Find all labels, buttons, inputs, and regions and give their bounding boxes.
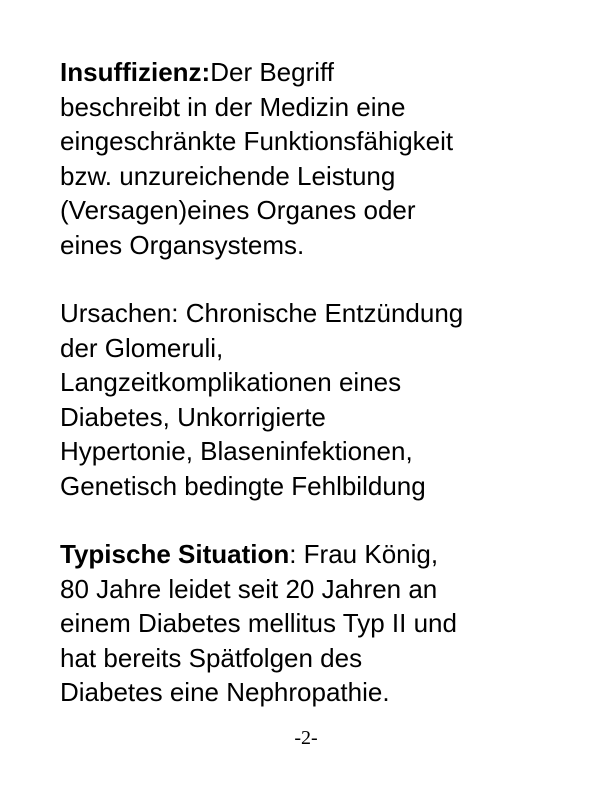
definition-paragraph [60,55,560,262]
causes-line-1: Ursachen: Chronische Entzündung [60,298,464,328]
situation-line-2: 80 Jahre leidet seit 20 Jahren an [60,573,438,604]
definition-line-6: eines Organsystems. [60,229,305,260]
definition-line-2: beschreibt in der Medizin eine [60,91,406,122]
definition-line-3: eingeschränkte Funktionsfähigkeit [60,126,454,156]
definition-term: Insuffizienz: [60,57,211,87]
situation-line-3: einem Diabetes mellitus Typ II und [60,608,457,638]
causes-line-2: der Glomeruli, [60,332,224,363]
definition-line-1: Der Begriff [210,57,335,87]
definition-line-4: bzw. unzureichende Leistung [60,160,396,191]
definition-line-5: (Versagen)eines Organes oder [60,195,416,225]
page-number: -2- [294,727,318,749]
causes-line-6: Genetisch bedingte Fehlbildung [60,470,426,501]
situation-line-1: : Frau König, [289,539,439,569]
definition-first-line [60,55,560,90]
situation-paragraph [60,537,560,710]
causes-line-5: Hypertonie, Blaseninfektionen, [60,436,413,466]
situation-label: Typische Situation [60,539,290,569]
situation-line-5: Diabetes eine Nephropathie. [60,677,390,707]
situation-first-line [60,537,560,572]
causes-paragraph [60,296,560,503]
causes-line-3: Langzeitkomplikationen eines [60,367,402,397]
situation-line-4: hat bereits Spätfolgen des [60,642,363,673]
causes-line-4: Diabetes, Unkorrigierte [60,401,326,432]
